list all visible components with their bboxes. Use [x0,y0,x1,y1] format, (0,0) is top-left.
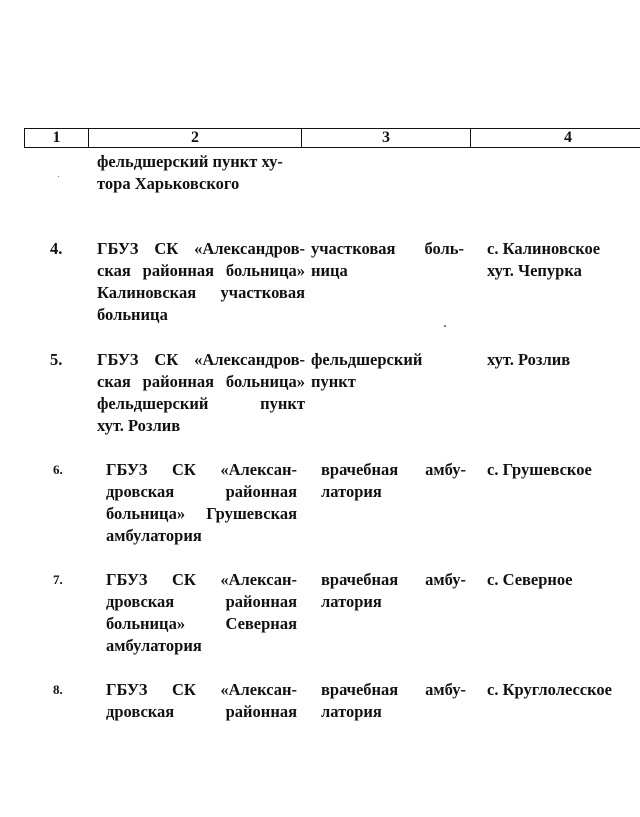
row-institution [106,679,297,723]
text-line: фельдшерский пункт [97,394,305,413]
text-line: врачебная амбу- [321,570,466,589]
header-col-2: 2 [89,129,302,147]
text-line: ГБУЗ СК «Алексан- [106,460,297,479]
text-line: ская районная больница» [97,372,305,391]
scan-speck [444,325,446,327]
text-line: ница [311,261,348,280]
header-col-4: 4 [564,129,572,146]
text-line: врачебная амбу- [321,460,466,479]
row-number: 5. [50,350,63,369]
text-line: ГБУЗ СК «Алексан- [106,570,297,589]
row-location [487,459,637,481]
row-location [487,679,637,701]
text-line: врачебная амбу- [321,680,466,699]
text-line: амбулатория [106,526,202,545]
row-institution [106,459,297,547]
text-line: тора Харьковского [97,174,240,193]
row-institution [97,238,305,326]
text-line: с. Круглолесское [487,680,612,699]
text-line: больница [97,305,168,324]
text-line: дровская районная [106,592,297,611]
text-line: пункт [311,372,356,391]
row-type [321,459,466,503]
text-line: латория [321,702,382,721]
text-line: хут. Розлив [97,416,181,435]
text-line: ГБУЗ СК «Алексан- [106,680,297,699]
text-line: ГБУЗ СК «Александров- [97,239,305,258]
text-line: хут. Чепурка [487,261,582,280]
row-institution [97,349,305,437]
row-number: 8. [53,682,63,697]
text-line: фельдшерский [311,350,423,369]
text-line: с. Северное [487,570,573,589]
row-institution [106,569,297,657]
row-type [311,349,464,393]
text-line: ГБУЗ СК «Александров- [97,350,305,369]
row-number: 6. [53,462,63,477]
text-line: дровская районная [106,702,297,721]
text-line: больница» Грушевская [106,504,297,523]
text-line: участковая боль- [311,239,464,258]
row-location [487,569,637,591]
row-location [487,349,637,371]
text-line: дровская районная [106,482,297,501]
continuation-col2 [97,151,307,195]
row-type [321,679,466,723]
row-type [311,238,464,282]
text-line: Калиновская участковая [97,283,305,302]
text-line: амбулатория [106,636,202,655]
header-col-3: 3 [302,129,471,147]
text-line: фельдшерский пункт ху- [97,152,283,171]
table-header [24,128,640,148]
text-line: с. Грушевское [487,460,592,479]
header-col-1: 1 [25,129,89,147]
text-line: латория [321,482,382,501]
text-line: больница» Северная [106,614,297,633]
row-type [321,569,466,613]
row-location [487,238,637,282]
text-line: ская районная больница» [97,261,305,280]
row-number: 7. [53,572,63,587]
scan-speck [58,176,59,177]
text-line: с. Калиновское [487,239,601,258]
text-line: латория [321,592,382,611]
text-line: хут. Розлив [487,350,571,369]
row-number: 4. [50,239,63,258]
